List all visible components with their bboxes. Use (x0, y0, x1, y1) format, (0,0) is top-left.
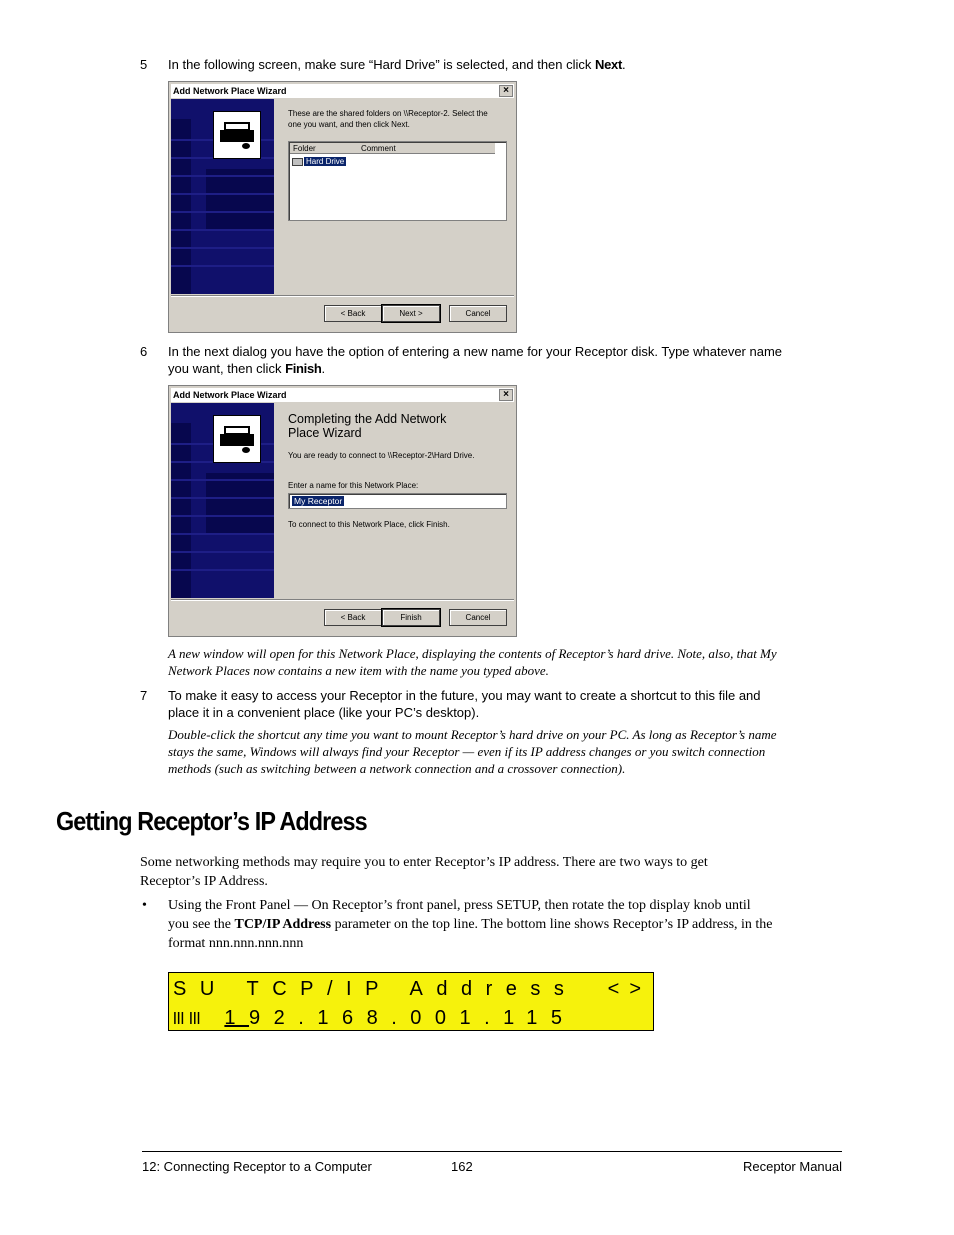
lcd-arrows: <> (607, 978, 651, 1000)
next-button[interactable]: Next > (382, 305, 440, 322)
wizard-banner (171, 403, 274, 598)
step6-text: In the next dialog you have the option of entering a new name for your Receptor disk. Type whatever name you want, then click Finish. (168, 344, 783, 376)
front-panel-instructions: Using the Front Panel — On Receptor’s front panel, press SETUP, then rotate the top display knob until you see the TCP/IP Address parameter on the top line. The bottom line shows Receptor’s IP address, in the format nnn.nnn.nnn.nnn (168, 898, 773, 951)
back-button[interactable]: < Back (324, 609, 382, 626)
note-new-window: A new window will open for this Network Place, displaying the contents of Receptor’s hard drive. Note, also, that My Network Places now contains a new item with the name you typed above. (168, 646, 777, 678)
step5-text: In the following screen, make sure “Hard Drive” is selected, and then click Next. (168, 57, 626, 72)
lcd-display (168, 972, 654, 1031)
footer-manual: Receptor Manual (743, 1159, 842, 1174)
cancel-button[interactable]: Cancel (449, 305, 507, 322)
list-item-hard-drive[interactable]: Hard Drive (292, 156, 346, 167)
column-header-folder[interactable]: Folder (290, 143, 358, 154)
close-icon[interactable]: × (499, 85, 513, 97)
note-shortcut: Double-click the shortcut any time you want to mount Receptor’s hard drive on your PC. As long as Receptor’s name stays the same, Windows will always find your Receptor — even if its IP address changes or you switch connection methods (such as switching between a network connection and a crossover connection). (168, 727, 777, 776)
close-icon[interactable]: × (499, 389, 513, 401)
step-number: 5 (140, 57, 148, 72)
name-label: Enter a name for this Network Place: (288, 481, 419, 490)
lcd-meter: lll lll (173, 1009, 201, 1028)
ready-text: You are ready to connect to \\Receptor-2\Hard Drive. (288, 451, 475, 460)
finish-button[interactable]: Finish (382, 609, 440, 626)
cancel-button[interactable]: Cancel (449, 609, 507, 626)
connect-text: To connect to this Network Place, click Finish. (288, 520, 450, 529)
step7-text: To make it easy to access your Receptor in the future, you may want to create a shortcut to this file and place it in a convenient place (like your PC’s desktop). (168, 688, 761, 720)
dialog-title-bar: Add Network Place Wizard × (171, 388, 514, 402)
section-intro: Some networking methods may require you to enter Receptor’s IP address. There are two ways to get Receptor’s IP Address. (140, 855, 708, 889)
wizard-dialog-complete (168, 385, 517, 637)
lcd-cursor: 1 (224, 1007, 250, 1029)
step-number: 7 (140, 688, 148, 703)
footer-chapter: 12: Connecting Receptor to a Computer (142, 1159, 372, 1174)
hard-drive-icon (213, 415, 261, 463)
hard-drive-icon (213, 111, 261, 159)
column-header-comment[interactable]: Comment (358, 143, 495, 154)
place-name-input[interactable]: My Receptor (288, 493, 507, 509)
wizard-banner (171, 99, 274, 294)
dialog-heading: Completing the Add Network Place Wizard (288, 412, 447, 440)
lcd-line-2: lll lll 192.168.001.115 (173, 1007, 576, 1029)
lcd-line-1: SU TCP/IP Address (173, 978, 578, 1000)
folder-icon (292, 158, 303, 166)
footer-rule (142, 1151, 842, 1152)
dialog-title-bar: Add Network Place Wizard × (171, 84, 514, 98)
step-number: 6 (140, 344, 148, 359)
bullet: • (142, 898, 147, 913)
dialog-instruction: These are the shared folders on \\Receptor-2. Select the one you want, and then click Next. (288, 109, 488, 129)
wizard-dialog-folders (168, 81, 517, 333)
folder-list[interactable] (288, 141, 507, 221)
section-heading: Getting Receptor’s IP Address (56, 806, 367, 836)
back-button[interactable]: < Back (324, 305, 382, 322)
page-number: 162 (451, 1159, 473, 1174)
